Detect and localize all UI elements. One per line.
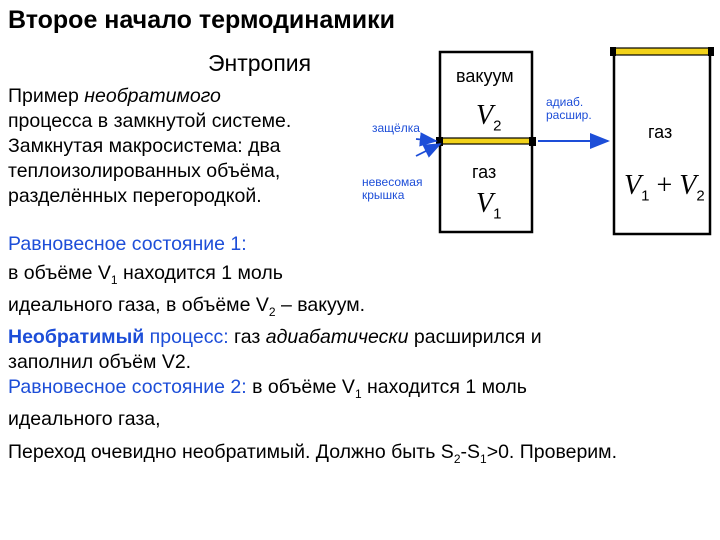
intro-line-1-italic: необратимого — [84, 85, 221, 107]
intro-line-5: разделённых перегородкой. — [8, 185, 262, 207]
v1-letter: V — [476, 188, 494, 219]
volume-v1-label — [476, 188, 501, 223]
vacuum-label: вакуум — [456, 66, 514, 86]
sum-plus: + — [649, 170, 680, 201]
lid-raised — [612, 48, 712, 55]
state2-line-2: идеального газа, — [8, 407, 161, 430]
main-text — [8, 232, 714, 472]
process-text-b: расширился и — [408, 325, 542, 348]
process-bold: Необратимый — [8, 325, 145, 348]
process-label-line-2: расшир. — [546, 108, 592, 122]
slide-title: Второе начало термодинамики — [8, 6, 396, 34]
right-gas-label: газ — [648, 122, 673, 142]
process-italic: адиабатически — [265, 325, 409, 348]
volume-v2-label — [476, 100, 501, 135]
state1-text-d: – вакуум. — [275, 293, 366, 316]
state2-sub: 1 — [354, 386, 362, 401]
v2-index: 2 — [493, 117, 502, 135]
sum-v2-letter: V — [679, 170, 697, 201]
conclusion-a: Переход очевидно необратимый. Должно быть S — [8, 440, 454, 463]
conclusion-sub-1: 2 — [453, 451, 461, 466]
slide-subtitle: Энтропия — [208, 50, 312, 76]
lid-label — [362, 176, 422, 202]
intro-line-4: теплоизолированных объёма, — [8, 160, 281, 182]
lid-label-line-1: невесомая — [362, 175, 423, 189]
latch-top-right — [708, 47, 714, 56]
state2-line-1 — [8, 375, 714, 407]
expansion-diagram — [352, 42, 720, 242]
sum-v2-index: 2 — [696, 187, 705, 205]
state1-line-1 — [8, 261, 714, 293]
state1-text-c: идеального газа, в объёме V — [8, 293, 269, 316]
latch-label: защёлка — [372, 121, 420, 135]
conclusion-sub-2: 1 — [480, 451, 487, 466]
sum-v1-index: 1 — [641, 187, 650, 205]
latch-right — [529, 137, 536, 146]
left-gas-label: газ — [472, 162, 497, 182]
v2-letter: V — [476, 100, 494, 131]
state1-sub-a: 1 — [110, 272, 118, 287]
intro-line-1-a: Пример — [8, 85, 85, 107]
state2-heading: Равновесное состояние 2: — [8, 375, 247, 398]
intro-line-3: Замкнутая макросистема: два — [8, 135, 281, 157]
process-line-1 — [8, 325, 714, 350]
state1-heading: Равновесное состояние 1: — [8, 233, 247, 255]
process-label-line-1: адиаб. — [546, 95, 584, 109]
latch-arrow — [416, 139, 436, 141]
conclusion-b: -S — [460, 440, 480, 463]
conclusion-line — [8, 440, 714, 472]
lid-arrow — [416, 144, 440, 156]
intro-line-1 — [8, 84, 358, 109]
state1-sub-b: 2 — [268, 304, 276, 319]
state1-text-a: в объёме V — [8, 262, 111, 284]
process-line-2: заполнил объём V2. — [8, 350, 192, 373]
v1-index: 1 — [493, 205, 502, 223]
state1-line-2 — [8, 293, 714, 325]
conclusion-c: >0. Проверим. — [486, 440, 618, 463]
intro-line-2: процесса в замкнутой системе. — [8, 110, 292, 132]
state2-text-a: в объёме V — [246, 375, 355, 398]
process-blue: процесс: — [144, 325, 229, 348]
sum-v1-letter: V — [624, 170, 642, 201]
latch-top-left — [610, 47, 616, 56]
lid-partition — [438, 138, 534, 144]
state2-text-b: находится 1 моль — [361, 375, 527, 398]
volume-sum-label — [624, 170, 705, 205]
process-label — [546, 96, 592, 122]
lid-label-line-2: крышка — [362, 188, 405, 202]
intro-text — [8, 84, 358, 209]
process-text-a: газ — [228, 325, 266, 348]
state1-text-b: находится 1 моль — [117, 262, 283, 284]
